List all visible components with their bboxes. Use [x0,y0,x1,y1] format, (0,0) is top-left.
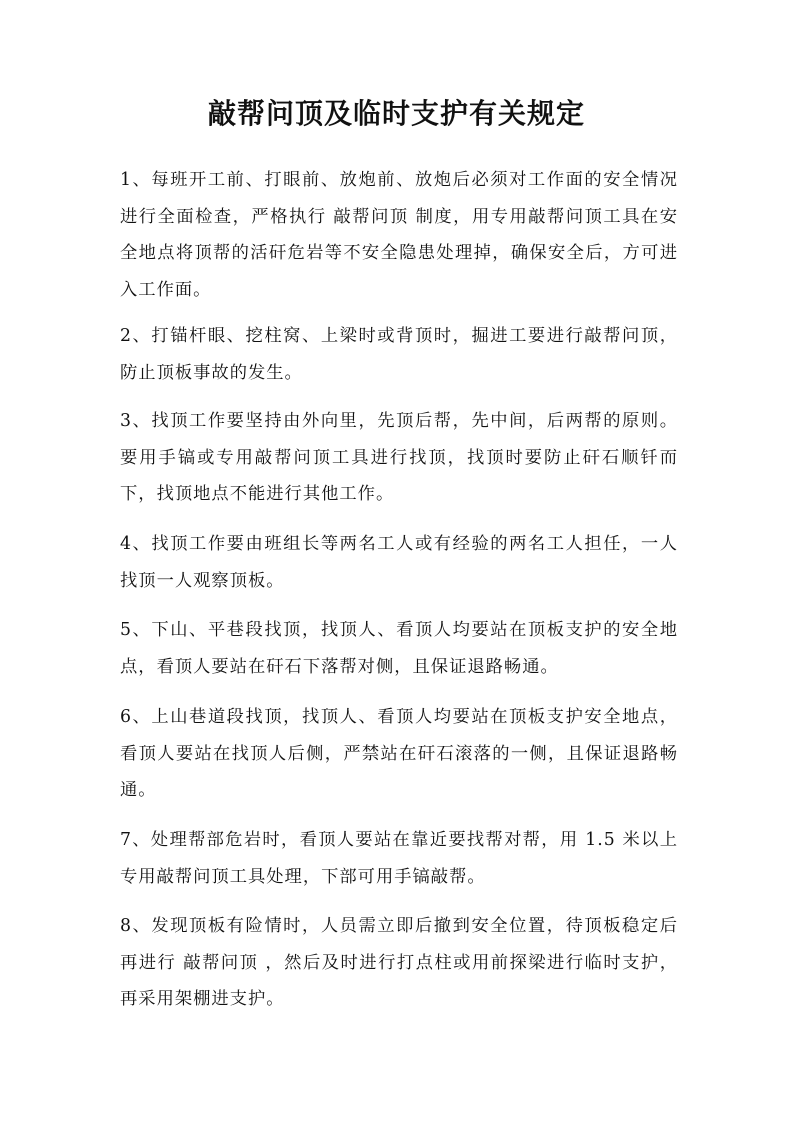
paragraph-3: 3、找顶工作要坚持由外向里，先顶后帮，先中间，后两帮的原则。要用手镐或专用敲帮问顶工具进行找顶，找顶时要防止矸石顺钎而下，找顶地点不能进行其他工作。 [120,411,678,504]
paragraph-2: 2、打锚杆眼、挖柱窝、上梁时或背顶时，掘进工要进行敲帮问顶，防止顶板事故的发生。 [120,326,678,383]
paragraph-5: 5、下山、平巷段找顶，找顶人、看顶人均要站在顶板支护的安全地点，看顶人要站在矸石下落帮对侧，且保证退路畅通。 [120,620,678,677]
paragraph-4: 4、找顶工作要由班组长等两名工人或有经验的两名工人担任，一人找顶一人观察顶板。 [120,534,678,591]
paragraph-8: 8、发现顶板有险情时，人员需立即后撤到安全位置，待顶板稳定后再进行 敲帮问顶 ，然后及时进行打点柱或用前探梁进行临时支护，再采用架棚进支护。 [120,916,678,1009]
document-title: 敲帮问顶及临时支护有关规定 [207,97,585,130]
paragraph-1: 1、每班开工前、打眼前、放炮前、放炮后必须对工作面的安全情况进行全面检查，严格执行 敲帮问顶 制度，用专用敲帮问顶工具在安全地点将顶帮的活矸危岩等不安全隐患处理掉，确保安全后，方可进入工作面。 [120,170,678,300]
paragraph-6: 6、上山巷道段找顶，找顶人、看顶人均要站在顶板支护安全地点，看顶人要站在找顶人后侧，严禁站在矸石滚落的一侧，且保证退路畅通。 [120,707,678,800]
paragraph-7: 7、处理帮部危岩时，看顶人要站在靠近要找帮对帮，用 1.5 米以上专用敲帮问顶工具处理，下部可用手镐敲帮。 [120,830,678,887]
